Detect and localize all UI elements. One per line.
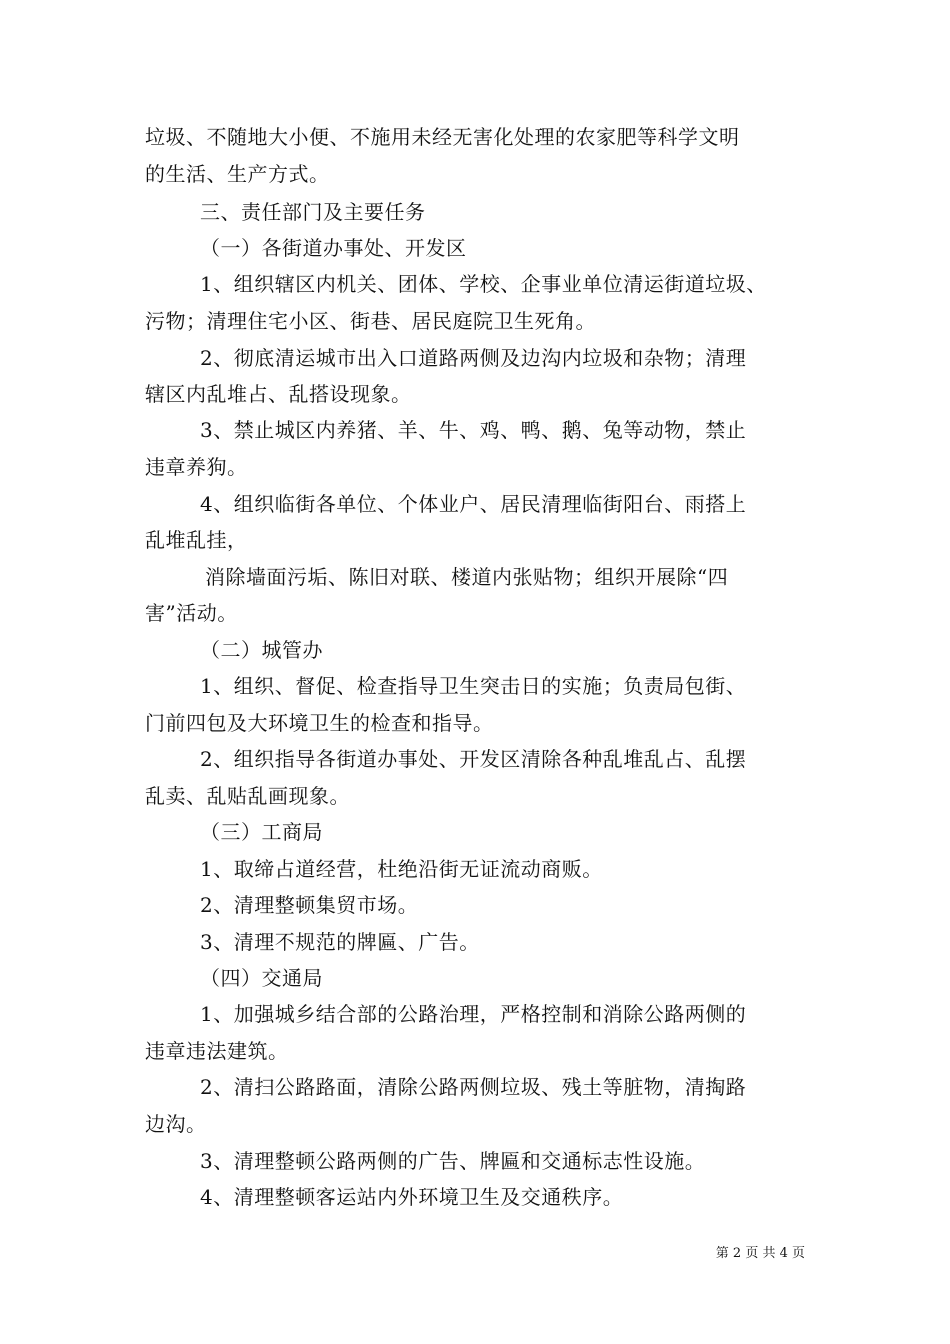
subsection-heading: （一）各街道办事处、开发区 — [200, 236, 467, 260]
paragraph-line: 污物；清理住宅小区、街巷、居民庭院卫生死角。 — [145, 309, 596, 333]
paragraph-line: 2、清扫公路路面，清除公路两侧垃圾、残土等脏物，清掏路 — [200, 1075, 747, 1099]
paragraph-line: 乱卖、乱贴乱画现象。 — [145, 784, 350, 808]
paragraph-line: 害”活动。 — [145, 601, 238, 625]
subsection-heading: （二）城管办 — [200, 638, 323, 662]
paragraph-line: 2、清理整顿集贸市场。 — [200, 893, 419, 917]
paragraph-line: 4、清理整顿客运站内外环境卫生及交通秩序。 — [200, 1185, 624, 1209]
paragraph-line: 乱堆乱挂， — [145, 528, 248, 552]
paragraph-line: 4、组织临街各单位、个体业户、居民清理临街阳台、雨搭上 — [200, 492, 747, 516]
paragraph-line: 3、清理整顿公路两侧的广告、牌匾和交通标志性设施。 — [200, 1149, 706, 1173]
paragraph-line: 的生活、生产方式。 — [145, 162, 330, 186]
paragraph-line: 门前四包及大环境卫生的检查和指导。 — [145, 711, 494, 735]
paragraph-line: 违章养狗。 — [145, 455, 248, 479]
paragraph-line: 1、组织、督促、检查指导卫生突击日的实施；负责局包街、 — [200, 674, 747, 698]
subsection-heading: （三）工商局 — [200, 820, 323, 844]
paragraph-line: 边沟。 — [145, 1112, 207, 1136]
subsection-heading: （四）交通局 — [200, 966, 323, 990]
paragraph-line: 1、组织辖区内机关、团体、学校、企事业单位清运街道垃圾、 — [200, 272, 767, 296]
paragraph-line: 2、彻底清运城市出入口道路两侧及边沟内垃圾和杂物；清理 — [200, 346, 747, 370]
paragraph-line: 辖区内乱堆占、乱搭设现象。 — [145, 382, 412, 406]
section-heading: 三、责任部门及主要任务 — [200, 200, 426, 224]
paragraph-line: 垃圾、不随地大小便、不施用未经无害化处理的农家肥等科学文明 — [145, 125, 740, 149]
paragraph-line: 3、清理不规范的牌匾、广告。 — [200, 930, 480, 954]
paragraph-line: 3、禁止城区内养猪、羊、牛、鸡、鸭、鹅、兔等动物，禁止 — [200, 418, 747, 442]
paragraph-line: 违章违法建筑。 — [145, 1039, 289, 1063]
paragraph-line: 1、加强城乡结合部的公路治理，严格控制和消除公路两侧的 — [200, 1002, 747, 1026]
page-number: 第 2 页 共 4 页 — [715, 1246, 805, 1261]
paragraph-line: 消除墙面污垢、陈旧对联、楼道内张贴物；组织开展除“四 — [205, 565, 729, 589]
paragraph-line: 2、组织指导各街道办事处、开发区清除各种乱堆乱占、乱摆 — [200, 747, 747, 771]
paragraph-line: 1、取缔占道经营，杜绝沿街无证流动商贩。 — [200, 857, 603, 881]
